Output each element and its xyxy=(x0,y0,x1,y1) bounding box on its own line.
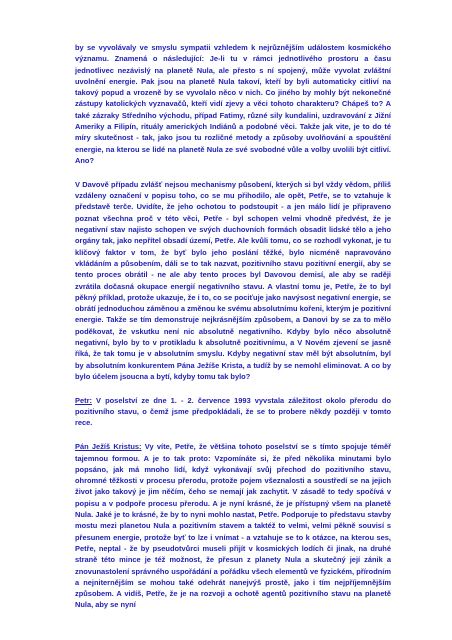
paragraph-2 xyxy=(75,179,391,382)
paragraph-3-body: V poselství ze dne 1. - 2. července 1993 vyvstala záležitost okolo přerodu do pozitivního stavu, o čemž jsme předpokládali, že se to probere někdy později v tomto rece. xyxy=(75,395,391,428)
paragraph-1 xyxy=(75,42,391,166)
paragraph-4 xyxy=(75,441,391,610)
speaker-label-jesus: Pán Ježíš Kristus: xyxy=(75,442,142,452)
paragraph-2-body: V Davově případu zvlášť nejsou mechanismy působení, kterých si byl vždy vědom, příliš vzdáleny označení v popisu toho, co se mu přihodilo, ale opět, Petře, se to vztahuje k představě terče. Uvidíte, že jeho ochotou to podstoupit - a jen málo lidí je připraveno poznat všechna proč v této věci, Petře - byl schopen velmi vhodně předvést, že je negativní stav najisto schopen ve svých duchovních formách obsadit lidské tělo a jeho orgány tak, jako nepřítel obsadí území, Petře. Ale kvůli tomu, co se rozhodl vykonat, je tu klíčový faktor v tom, že byť bylo jeho poslání těžké, bylo nicméně napravováno vkládáním a působením, dáli se to tak nazvat, pozitivního stavu pozitivní energií, aby se tento proces obrátil - ne ale aby tento proces byl Davovou demisí, ale aby se raději zvrátila dočasná okupace energií negativního stavu. A vlastní tomu je, Petře, že to byl pěkný příklad, protože ukazuje, že i to, co se pociťuje jako navýsost negativní energie, se obrátí jednoduchou záměnou a změnou ke svému absolutnímu kořeni, kterým je pozitivní energie. Takže se tím demonstruje nejkrásnějším způsobem, a Danovi by se za to mělo poděkovat, že vskutku není nic absolutně negativního. Kdyby bylo něco absolutně negativní, bylo by to v protikladu k absolutně pozitivnímu, a V Novém zjevení se jasně říká, že tak tomu je v absolutním smyslu. Kdyby negativní stav měl být absolutním, byl by absolutním konkurentem Pána Ježíše Krista, a tudíž by se nemohl eliminovat. A co by bylo účelem jsoucna a bytí, kdyby tomu tak bylo? xyxy=(75,179,391,381)
paragraph-1-body: by se vyvolávaly ve smyslu sympatii vzhledem k nejrůznějším událostem kosmického významu. Znamená o následující: Je-li tu v rámci jednotlivého prostoru a času jednotlivec nezávislý na planetě Nula, ale přesto s ní spojený, může vyvolat zvláštní uvolnění energie. Pak jsou na planetě Nula takoví, kteří by byli automaticky citliví na takový popud a vrozeně by se vyvolalo něco v nich. Co jiného by mohly být nekonečné zástupy katolických vyznavačů, kteří vidí zjevy a věci tohoto charakteru? Chápeš to? A také zázraky Středního východu, případ Fatimy, různé sily kundalini, uzdravování z Jižní Ameriky a Filipín, rituály amerických Indiánů a podobné věci. Takže jak vite, je to do té míry skutečnost - tak, jako jsou tu rozličné metody a způsoby uvolňování a spouštění energie, na kterou se lidé na planetě Nula ze své svobodné vůle a volby uvolili být citliví. Ano? xyxy=(75,43,391,165)
paragraph-4-body: Vy víte, Petře, že většina tohoto poselství se s tímto spojuje téměř tajemnou formou. A je to tak proto: Vzpomínáte si, že před několika minutami bylo popsáno, jak má mnoho lidí, když vykonávají svůj přechod do pozitivního stavu, ohromné těžkosti v procesu přerodu, protože pojem všeznalosti a soustředí se na jejich život jako takový je jim něčím, čeho se nemají jak zachytit. V zásadě to tedy spočívá v popisu a v podpoře procesu přerodu. A je nyní krásné, že je přístupný všem na planetě Nula. Jaké je to krásné, že by to nyni mohlo nastat, Petře. Podporuje to představu stavby mostu mezi planetou Nula a pozitivním stavem a taktéž to velmi, velmi pěkně souvisí s přesunem energie, protože byť to lze i vnímat - a vztahuje se to k otázce, na kterou ses, Petře, neptal - že by pseudotvůrci museli přijít v kosmických lodích či jinak, na druhé straně této mince je též možnost, že přesun z planety Nula a skutečný její zánik a znovunastolení správného uspořádání a pořádku všech elementů ve fyzickém, přírodním a nejniternějším se mohou také odehrát nanejvýš prostě, jako i tím nejpříjemnějším způsobem. A vidíš, Petře, že je na rozvoji a ochotě agentů pozitivního stavu na planetě Nula, aby se nyní xyxy=(75,442,391,610)
paragraph-3 xyxy=(75,395,391,429)
document-text xyxy=(75,42,391,623)
speaker-label-petr: Petr: xyxy=(75,395,92,405)
